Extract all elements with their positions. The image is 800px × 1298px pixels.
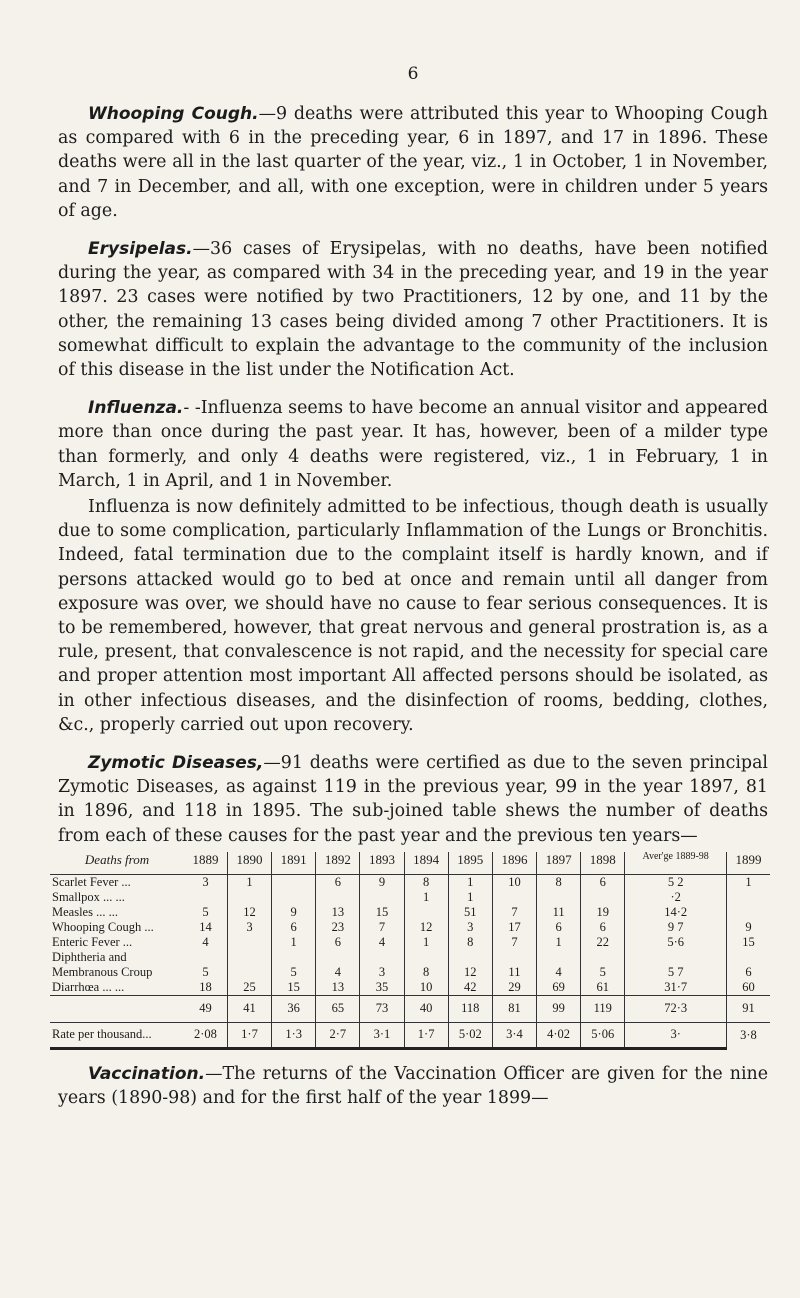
zymotic-deaths-table [50, 852, 770, 1050]
table-cell: 11 [492, 965, 536, 980]
table-cell: 41 [227, 995, 271, 1022]
table-cell: 8 [404, 874, 448, 890]
table-cell [492, 950, 536, 965]
table-cell: 5 2 [625, 874, 727, 890]
table-cell: 22 [581, 935, 625, 950]
table-cell: 6 [537, 920, 581, 935]
table-cell [625, 950, 727, 965]
table-cell: 36 [272, 995, 316, 1022]
table-cell: 6 [581, 920, 625, 935]
table-cell: 40 [404, 995, 448, 1022]
table-cell: 15 [272, 980, 316, 996]
table-cell: 4 [316, 965, 360, 980]
table-cell [581, 950, 625, 965]
table-cell: 81 [492, 995, 536, 1022]
table-cell [581, 890, 625, 905]
table-body [50, 874, 770, 1048]
table-cell: 91 [726, 995, 770, 1022]
table-cell: 7 [360, 920, 404, 935]
row-label: Smallpox ... ... [52, 889, 125, 904]
table-cell: 9 7 [625, 920, 727, 935]
table-cell: 3· [625, 1022, 727, 1048]
row-label: Enteric Fever ... [52, 934, 133, 949]
year-header: 1895 [448, 852, 492, 875]
row-label [50, 995, 184, 1022]
zymotic-paragraph [58, 751, 768, 848]
table-cell: 65 [316, 995, 360, 1022]
influenza-paragraph [58, 396, 768, 493]
zymotic-text: —91 deaths were certified as due to the seven principal Zymotic Diseases, as against 119 in the previous year, 99 in the year 1897, 81 in 1896, and 118 in 1895. The sub-joined table shews the number of deaths from each of these causes for the past year and the previous ten years— [58, 753, 768, 846]
table-cell: 7 [492, 935, 536, 950]
table-cell: 72·3 [625, 995, 727, 1022]
table-cell: 5 [184, 905, 227, 920]
table-cell [227, 965, 271, 980]
table-cell: 99 [537, 995, 581, 1022]
table-cell: 118 [448, 995, 492, 1022]
average-header: Aver'ge 1889-98 [625, 852, 727, 875]
table-cell: 8 [448, 935, 492, 950]
table-cell: 5·02 [448, 1022, 492, 1048]
table-cell: ·2 [625, 890, 727, 905]
table-cell [726, 950, 770, 965]
table-row [50, 874, 770, 890]
influenza-paragraph-2: Influenza is now definitely admitted to be infectious, though death is usually due to some complication, particularly Inflammation of the Lungs or Bronchitis. Indeed, fatal termination due to the complaint itself is hardly known, and if persons attacked would go to bed at once and remain until all danger from exposure was over, we should have no cause to fear serious consequences. It is to be remembered, however, that great nervous and general prostration is, as a rule, present, that convalescence is not rapid, and the necessity for special care and proper attention most important All affected persons should be isolated, as in other infectious diseases, and the disinfection of rooms, bedding, clothes, &c., properly carried out upon recovery. [58, 497, 768, 735]
year-header: 1899 [726, 852, 770, 875]
table-cell: 1 [404, 890, 448, 905]
table-row [50, 920, 770, 935]
table-cell [272, 950, 316, 965]
table-row [50, 965, 770, 980]
table-cell [360, 890, 404, 905]
table-row [50, 1022, 770, 1048]
year-header: 1890 [227, 852, 271, 875]
table-cell: 73 [360, 995, 404, 1022]
table-cell: 9 [360, 874, 404, 890]
table-cell: 1·7 [404, 1022, 448, 1048]
table-cell [184, 890, 227, 905]
row-label: Whooping Cough ... [52, 919, 154, 934]
table-cell [227, 890, 271, 905]
table-row [50, 995, 770, 1022]
table-cell: 3 [227, 920, 271, 935]
row-label: Rate per thousand... [50, 1022, 184, 1048]
table-row [50, 905, 770, 920]
table-cell: 14 [184, 920, 227, 935]
table-cell: 23 [316, 920, 360, 935]
year-header: 1892 [316, 852, 360, 875]
table-cell: 61 [581, 980, 625, 996]
table-cell [316, 950, 360, 965]
table-cell: 6 [316, 874, 360, 890]
influenza-text: - -Influenza seems to have become an annual visitor and appeared more than once during the past year. It has, however, been of a milder type than formerly, and only 4 deaths were registered, viz., 1 in February, 1 in March, 1 in April, and 1 in November. [58, 398, 768, 491]
table-cell: 42 [448, 980, 492, 996]
table-row [50, 890, 770, 905]
row-label: Measles ... ... [52, 904, 118, 919]
table-cell: 25 [227, 980, 271, 996]
table-cell [227, 950, 271, 965]
table-cell: 19 [581, 905, 625, 920]
table-row [50, 950, 770, 965]
table-cell: 1 [537, 935, 581, 950]
whooping-cough-heading: Whooping Cough. [88, 104, 259, 124]
table-cell: 12 [448, 965, 492, 980]
influenza-heading: Influenza. [88, 398, 184, 419]
table-cell: 1 [404, 935, 448, 950]
table-cell [726, 890, 770, 905]
table-cell: 5·6 [625, 935, 727, 950]
table-row [50, 980, 770, 996]
table-cell: 13 [316, 980, 360, 996]
table-cell: 1 [227, 874, 271, 890]
table-cell: 13 [316, 905, 360, 920]
table-cell: 4 [360, 935, 404, 950]
year-header: 1898 [581, 852, 625, 875]
table-cell: 49 [184, 995, 227, 1022]
year-header: 1891 [272, 852, 316, 875]
table-cell: 5·06 [581, 1022, 625, 1048]
erysipelas-text: —36 cases of Erysipelas, with no deaths, have been notified during the year, as compared with 34 in the preceding year, and 19 in the year 1897. 23 cases were notified by two Practitioners, 12 by one, and 11 by the other, the remaining 13 cases being divided among 7 other Practitioners. It is somewhat difficult to explain the advantage to the community of the inclusion of this disease in the list under the Notification Act. [58, 239, 768, 381]
table-cell: 4 [537, 965, 581, 980]
table-cell: 4·02 [537, 1022, 581, 1048]
table-cell: 3 [448, 920, 492, 935]
table-cell [272, 890, 316, 905]
table-cell [184, 950, 227, 965]
vaccination-text: —The returns of the Vaccination Officer are given for the nine years (1890-98) and for the first half of the year 1899— [58, 1063, 768, 1109]
table-cell: 4 [184, 935, 227, 950]
table-cell: 15 [360, 905, 404, 920]
row-label: Scarlet Fever ... [52, 874, 131, 889]
table-cell: 7 [492, 905, 536, 920]
table-cell: 10 [492, 874, 536, 890]
vaccination-heading: Vaccination. [88, 1063, 206, 1084]
table-cell [537, 890, 581, 905]
table-cell [272, 874, 316, 890]
table-cell: 3 [360, 965, 404, 980]
table-cell: 6 [272, 920, 316, 935]
erysipelas-heading: Erysipelas. [88, 239, 193, 260]
table-cell: 8 [404, 965, 448, 980]
table-cell [227, 935, 271, 950]
table-cell: 35 [360, 980, 404, 996]
zymotic-heading: Zymotic Diseases, [88, 753, 264, 774]
table-cell: 2·7 [316, 1022, 360, 1048]
table-cell: 31·7 [625, 980, 727, 996]
table-cell [448, 950, 492, 965]
table-cell: 15 [742, 934, 755, 949]
table-row [50, 935, 770, 950]
table-cell: 3 [184, 874, 227, 890]
table-cell: 14·2 [625, 905, 727, 920]
table-cell: 1 [448, 890, 492, 905]
year-header: 1894 [404, 852, 448, 875]
table-cell: 6 [316, 935, 360, 950]
row-label: Diphtheria and [52, 949, 127, 964]
vaccination-paragraph [58, 1062, 768, 1110]
row-label: Diarrhœa ... ... [52, 979, 125, 994]
page-number: 6 [407, 64, 419, 84]
table-cell: 17 [492, 920, 536, 935]
table-header-label: Deaths from [50, 852, 184, 875]
year-header: 1889 [184, 852, 227, 875]
table-cell: 12 [404, 920, 448, 935]
table-cell: 1 [448, 874, 492, 890]
table-cell [360, 950, 404, 965]
table-cell: 9 [745, 919, 752, 934]
table-cell: 1 [745, 874, 752, 889]
table-cell [404, 950, 448, 965]
table-cell: 5 [184, 965, 227, 980]
table-cell: 8 [537, 874, 581, 890]
table-cell: 51 [448, 905, 492, 920]
table-cell [726, 905, 770, 920]
table-cell: 6 [581, 874, 625, 890]
table-cell: 9 [272, 905, 316, 920]
table-cell: 6 [745, 964, 752, 979]
year-header: 1893 [360, 852, 404, 875]
whooping-cough-text: —9 deaths were attributed this year to Whooping Cough as compared with 6 in the preceding year, 6 in 1897, and 17 in 1896. These deaths were all in the last quarter of the year, viz., 1 in October, 1 in November, and 7 in December, and all, with one exception, were in children under 5 years of age. [58, 104, 768, 221]
table-cell: 1·3 [272, 1022, 316, 1048]
table-cell: 3·8 [726, 1022, 770, 1048]
table-cell: 18 [184, 980, 227, 996]
table-cell [404, 905, 448, 920]
table-cell: 69 [537, 980, 581, 996]
table-cell: 29 [492, 980, 536, 996]
document-page [52, 0, 768, 1124]
table-cell: 11 [537, 905, 581, 920]
table-cell: 10 [404, 980, 448, 996]
table-cell [537, 950, 581, 965]
table-cell [316, 890, 360, 905]
table-cell: 119 [581, 995, 625, 1022]
table-cell: 1 [272, 935, 316, 950]
table-cell: 5 [581, 965, 625, 980]
table-header-row [50, 852, 770, 875]
table-cell: 1·7 [227, 1022, 271, 1048]
table-cell: 12 [227, 905, 271, 920]
whooping-cough-paragraph [58, 102, 768, 223]
table-cell: 3·1 [360, 1022, 404, 1048]
year-header: 1897 [537, 852, 581, 875]
table-cell [492, 890, 536, 905]
table-cell: 60 [742, 979, 755, 994]
table-cell: 3·4 [492, 1022, 536, 1048]
row-label: Membranous Croup [52, 964, 153, 979]
table-cell: 2·08 [184, 1022, 227, 1048]
year-header: 1896 [492, 852, 536, 875]
table-cell: 5 7 [625, 965, 727, 980]
erysipelas-paragraph [58, 237, 768, 382]
table-cell: 5 [272, 965, 316, 980]
